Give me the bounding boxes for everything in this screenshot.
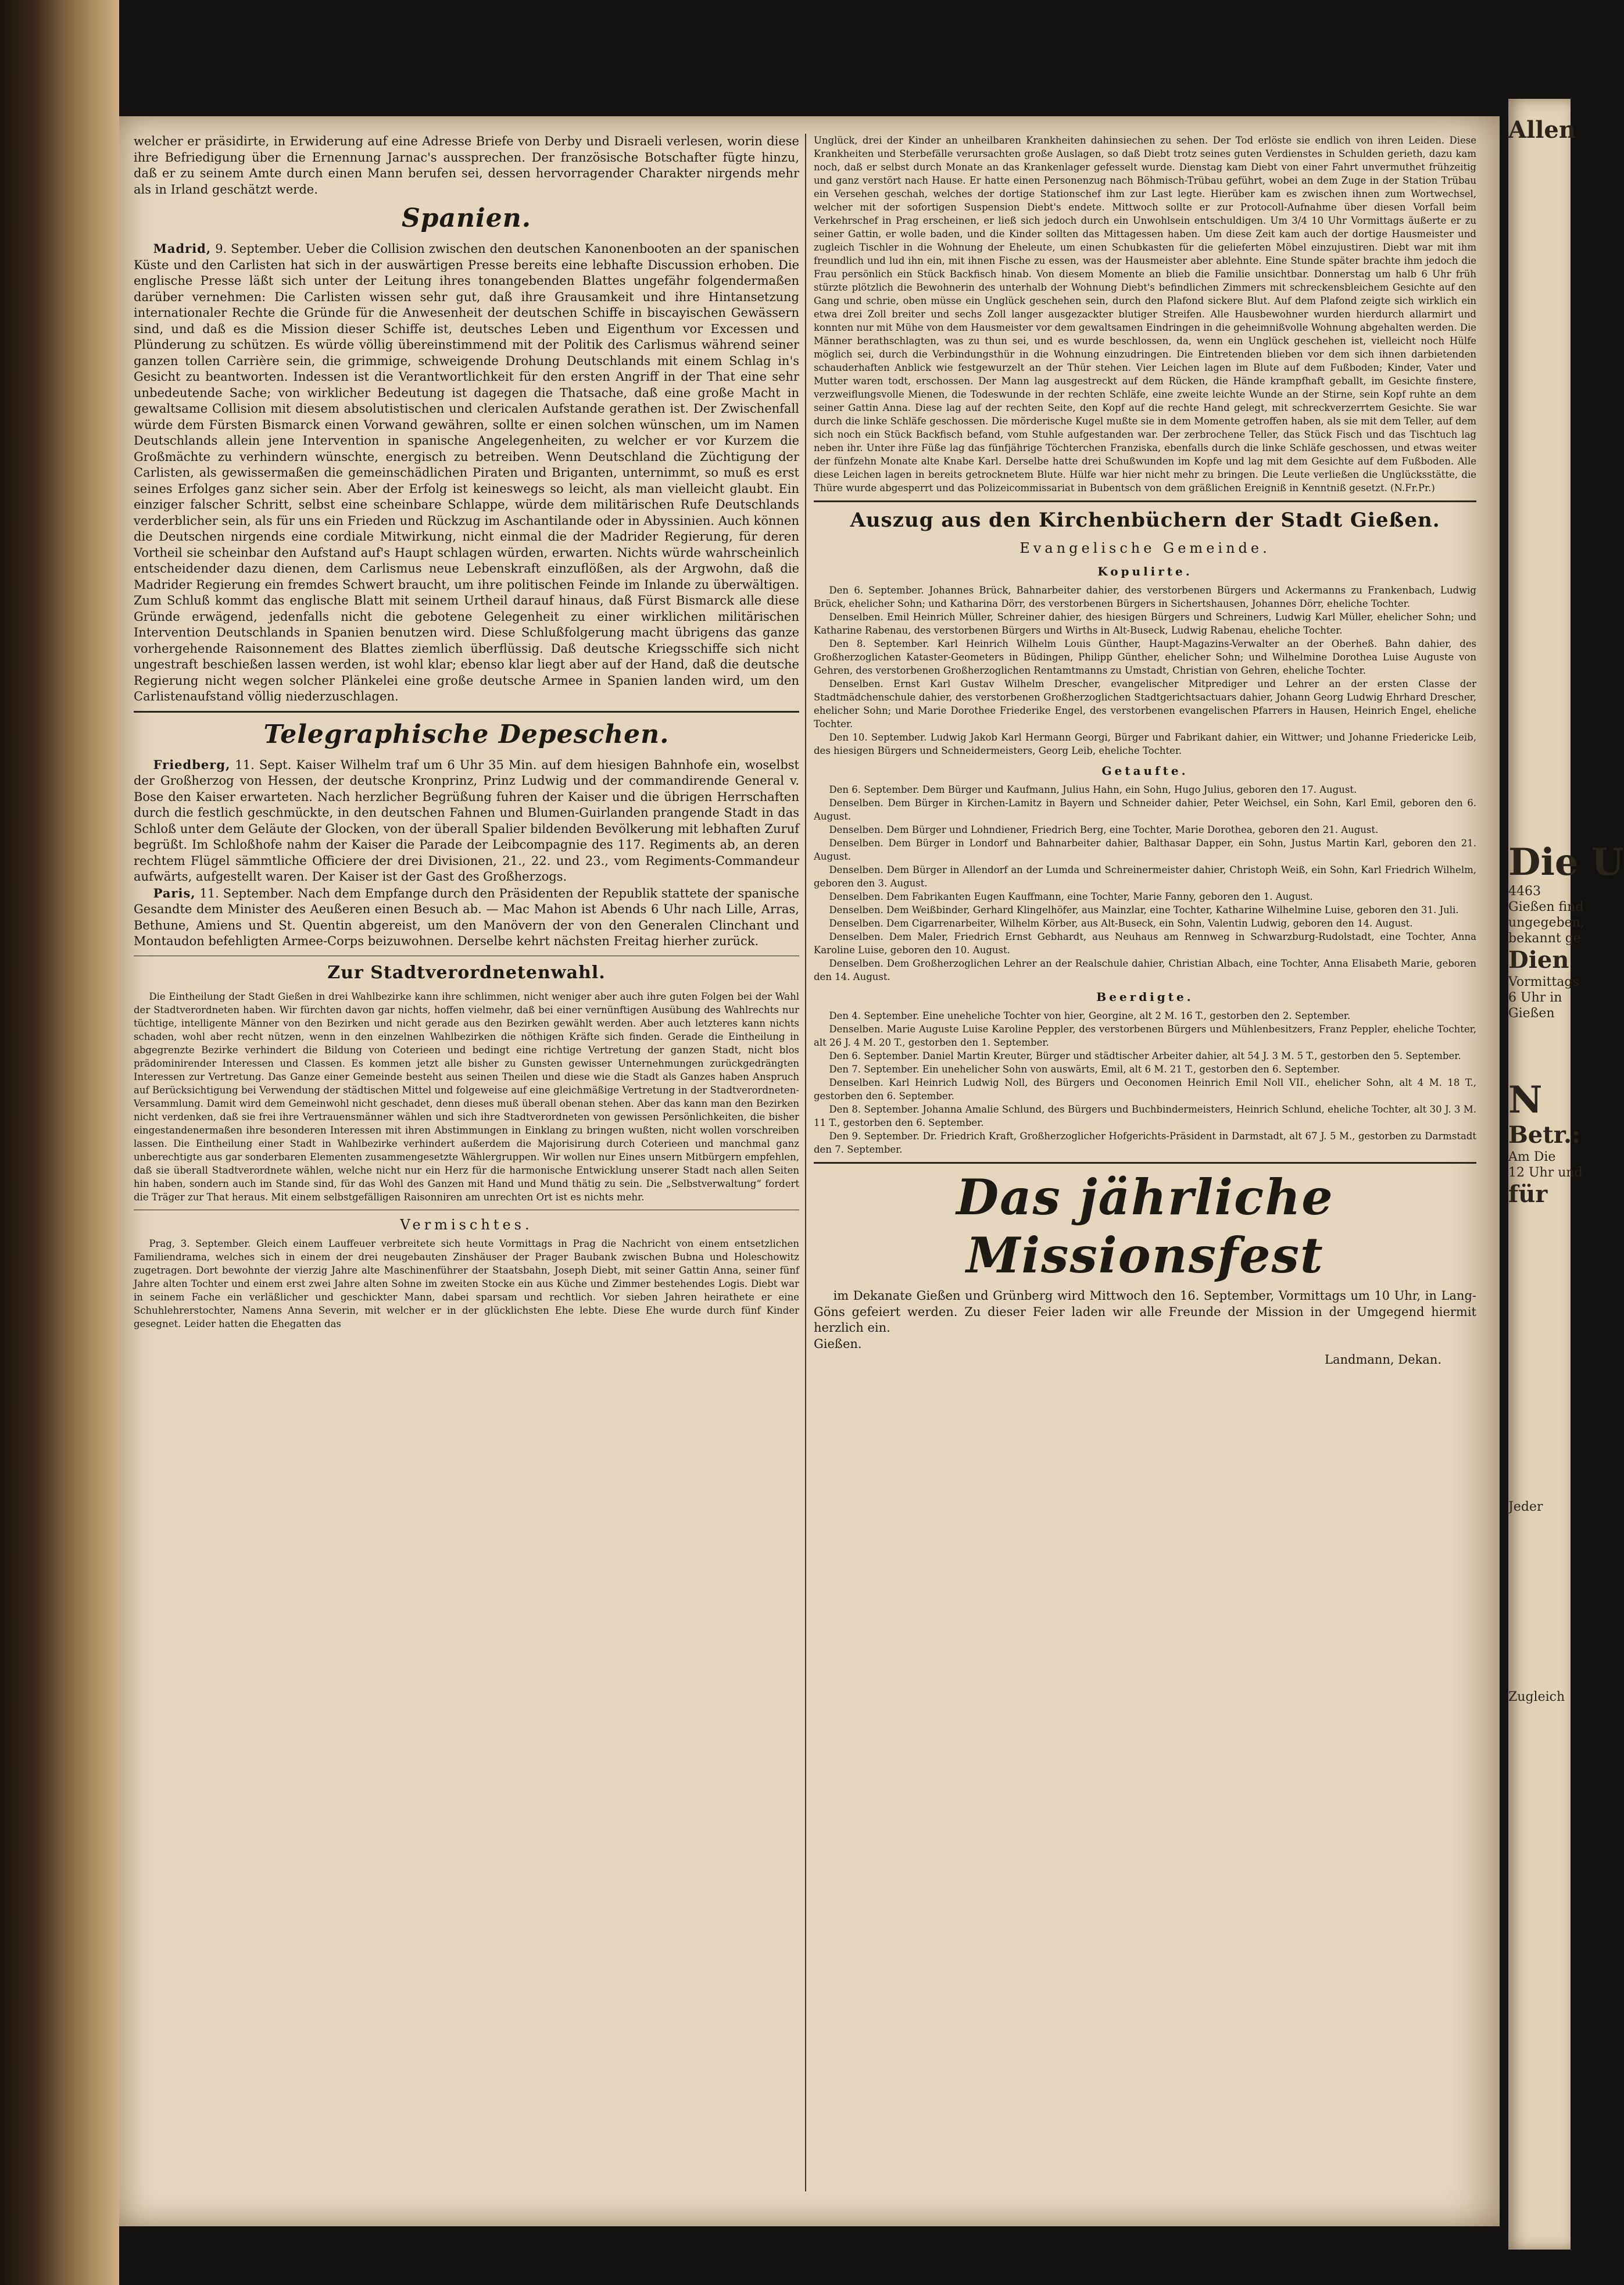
- next-page-fragment: Am Die: [1508, 1150, 1556, 1164]
- next-page-fragment: Zugleich: [1508, 1690, 1565, 1704]
- next-page-fragment: Vormittags: [1508, 975, 1579, 989]
- paris-place: Paris,: [153, 885, 196, 900]
- misc-article: [134, 1237, 799, 1331]
- column-divider: [805, 134, 806, 2191]
- list-item: Denselben. Dem Maler, Friedrich Ernst Gebhardt, aus Neuhaus am Rennweg in Schwarzburg-Rudolstadt, eine Tochter, Anna Karoline Luise, geboren den 10. August.: [814, 931, 1476, 956]
- misc-heading: Vermischtes.: [400, 1216, 533, 1233]
- next-page-fragment: Gießen find: [1508, 900, 1584, 914]
- next-page-fragment: ungegeben,: [1508, 916, 1584, 930]
- next-page-fragment: Betr.:: [1508, 1121, 1580, 1149]
- next-page-fragment: Gießen: [1508, 1006, 1555, 1021]
- next-page-fragment: N: [1508, 1078, 1543, 1122]
- copulirte-heading: Kopulirte.: [1097, 564, 1193, 578]
- next-page-fragment: bekannt ge: [1508, 931, 1581, 946]
- spain-heading: Spanien.: [401, 203, 532, 233]
- next-page-fragment: 4463: [1508, 884, 1541, 899]
- paris-text: 11. September. Nach dem Empfange durch den Präsidenten der Republik stattete der spanische Gesandte dem Minister des Aeußeren einen Besuch ab. — Mac Mahon ist Abends 6 Uhr nach Lille, Arras, Bethune, Amiens und St. Quentin abgereist, um den Manövern der von den Generalen Clinchant und Montaudon befehligten Armee-Corps beizuwohnen. Derselbe kehrt nächsten Freitag hierher zurück.: [134, 886, 799, 948]
- friedberg-article: [134, 757, 799, 885]
- next-page-fragment: 6 Uhr in: [1508, 990, 1562, 1005]
- prag-text: Prag, 3. September. Gleich einem Lauffeuer verbreitete sich heute Vormittags in Prag die Nachricht von einem entsetzlichen Familiendrama, welches sich in einem der drei neugebauten Zinshäuser der Prager Baubank zwischen Bubna und Holeschowitz zugetragen. Dort bewohnte der vierzig Jahre alte Maschinenführer der Staatsbahn, Joseph Diebt, mit seiner Gattin Anna, seiner fünf Jahre alten Tochter und einem erst zwei Jahre alten Sohne im zweiten Stocke ein aus Küche und Zimmer bestehendes Logis. Diebt war in seinem Fache ein verläßlicher und geschickter Mann, dabei sparsam und rechtlich. Vor sieben Jahren heirathete er eine Schuhlehrerstochter, Namens Anna Severin, mit welcher er in der glücklichsten Ehe lebte. Diese Ehe wurde durch fünf Kinder gesegnet. Leider hatten die Ehegatten das: [134, 1238, 799, 1329]
- section-rule: [814, 500, 1476, 502]
- list-item: Den 6. September. Daniel Martin Kreuter, Bürger und städtischer Arbeiter dahier, alt 54 J. 3 M. 5 T., gestorben den 5. September.: [829, 1050, 1461, 1061]
- section-rule: [134, 711, 799, 713]
- spain-place: Madrid,: [153, 241, 212, 256]
- getaufte-heading: Getaufte.: [1101, 764, 1189, 778]
- copulirte-list: [814, 584, 1476, 757]
- list-item: Denselben. Dem Bürger in Allendorf an der Lumda und Schreinermeister dahier, Christoph Weiß, ein Sohn, Karl Friedrich Wilhelm, geboren den 3. August.: [814, 864, 1476, 889]
- next-page-fragment: Jeder: [1508, 1500, 1543, 1514]
- book-page-edges: [0, 0, 119, 2285]
- list-item: Denselben. Dem Bürger und Lohndiener, Friedrich Berg, eine Tochter, Marie Dorothea, geboren den 21. August.: [829, 824, 1379, 835]
- next-page-fragment: Dien: [1508, 946, 1569, 974]
- church-subheading: Evangelische Gemeinde.: [1020, 540, 1271, 556]
- friedberg-text: 11. Sept. Kaiser Wilhelm traf um 6 Uhr 35 Min. auf dem hiesigen Bahnhofe ein, woselbst der Großherzog von Hessen, der deutsche Kronprinz, Prinz Ludwig und der commandirende General v. Bose den Kaiser erwarteten. Nach herzlicher Begrüßung fuhren der Kaiser und die übrigen Herrschaften durch die festlich geschmückte, in den deutschen Fahnen und Blumen-Guirlanden prangende Stadt in das Schloß unter dem Geläute der Glocken, von der überall Spalier bildenden Bevölkerung mit lebhaften Zuruf begrüßt. Im Schloßhofe nahm der Kaiser die Parade der Leibcompagnie des 117. Regiments ab, an deren rechtem Flügel sämmtliche Officiere der drei Divisionen, 21., 22. und 23., vom Regiments-Commandeur aufwärts, aufgestellt waren. Der Kaiser ist der Gast des Großherzogs.: [134, 757, 799, 884]
- next-page-fragment: 12 Uhr und: [1508, 1165, 1583, 1180]
- list-item: Den 8. September. Johanna Amalie Schlund, des Bürgers und Buchbindermeisters, Heinrich Schlund, eheliche Tochter, alt 30 J. 3 M. 11 T., gestorben den 6. September.: [814, 1104, 1476, 1128]
- list-item: Denselben. Ernst Karl Gustav Wilhelm Drescher, evangelischer Mitprediger und Lehrer an der ersten Classe der Stadtmädchenschule dahier, des verstorbenen Großherzoglichen Stadtgerichtsactuars dahier, Johann Georg Ludwig Ehrhard Drescher, ehelicher Sohn; und Marie Dorothee Friederike Engel, des verstorbenen evangelischen Pfarrers in Hausen, Heinrich Engel, eheliche Tochter.: [814, 678, 1476, 730]
- mission-text: im Dekanate Gießen und Grünberg wird Mittwoch den 16. September, Vormittags um 10 Uhr, in Lang-Göns gefeiert werden. Zu dieser Feier laden wir alle Freunde der Mission in der Umgegend hiermit herzlich ein.: [814, 1289, 1476, 1335]
- next-page-fragment: Allen: [1508, 116, 1576, 144]
- list-item: Denselben. Dem Bürger in Londorf und Bahnarbeiter dahier, Balthasar Dapper, ein Sohn, Justus Martin Karl, geboren den 21. August.: [814, 838, 1476, 862]
- newspaper-page: [119, 116, 1500, 2226]
- right-column: [814, 134, 1476, 1368]
- next-page-fragment: Die U: [1508, 841, 1624, 884]
- election-article: [134, 990, 799, 1204]
- list-item: Denselben. Dem Bürger in Kirchen-Lamitz in Bayern und Schneider dahier, Peter Weichsel, ein Sohn, Karl Emil, geboren den 6. August.: [814, 798, 1476, 822]
- list-item: Den 4. September. Eine uneheliche Tochter von hier, Georgine, alt 2 M. 16 T., gestorben den 2. September.: [829, 1010, 1351, 1021]
- list-item: Den 9. September. Dr. Friedrich Kraft, Großherzoglicher Hofgerichts-Präsident in Darmstadt, alt 67 J. 5 M., gestorben zu Darmstadt den 7. September.: [814, 1131, 1476, 1155]
- paris-article: [134, 885, 799, 950]
- list-item: Denselben. Dem Cigarrenarbeiter, Wilhelm Körber, aus Alt-Buseck, ein Sohn, Valentin Ludwig, geboren den 14. August.: [829, 918, 1413, 929]
- section-rule: [814, 1162, 1476, 1164]
- prag-continued-article: [814, 134, 1476, 495]
- spain-article: [134, 241, 799, 705]
- list-item: Denselben. Dem Großherzoglichen Lehrer an der Realschule dahier, Christian Albach, eine Tochter, Anna Elisabeth Marie, geboren den 14. August.: [814, 958, 1476, 982]
- list-item: Den 10. September. Ludwig Jakob Karl Hermann Georgi, Bürger und Fabrikant dahier, ein Wittwer; und Johanne Friedericke Leib, des hiesigen Bürgers und Schneidermeisters, Georg Leib, eheliche Tochter.: [814, 732, 1476, 756]
- election-heading: Zur Stadtverordnetenwahl.: [327, 962, 606, 983]
- friedberg-place: Friedberg,: [153, 757, 231, 772]
- spain-text: 9. September. Ueber die Collision zwischen den deutschen Kanonenbooten an der spanischen Küste und den Carlisten hat sich in der auswärtigen Presse bereits eine lebhafte Discussion erhoben. Die englische Presse läßt sich unter der Leitung ihres tonangebenden Blattes ungefähr folgendermaßen darüber vernehmen: Die Carlisten wissen sehr gut, daß ihre Grausamkeit und ihre Hintansetzung internationaler Rechte die Gründe für die Anwesenheit der deutschen Schiffe in biscayischen Gewässern sind, und daß es die Mission dieser Schiffe ist, deutsches Leben und Eigenthum vor Excessen und Plünderung zu schützen. Es würde völlig übereinstimmend mit der Politik des Carlismus während seiner ganzen tollen Carrière sein, die grimmige, schweigende Drohung Deutschlands mit einem Schlag in's Gesicht zu beantworten. Indessen ist die Verantwortlichkeit für den ersten Angriff in der That eine sehr unbedeutende Sache; von wirklicher Bedeutung ist dagegen die Thatsache, daß eine große Macht in gewaltsame Collision mit diesem absolutistischen und clericalen Aufstande gerathen ist. Der Zwischenfall würde dem Fürsten Bismarck einen Vorwand gewähren, sollte er einen solchen wünschen, um im Namen Deutschlands allein jene Intervention in spanische Angelegenheiten, zu welcher er vor Kurzem die Großmächte zu verhindern wünschte, energisch zu betreiben. Wenn Deutschland die Züchtigung der Carlisten, als gewissermaßen die gemeinschädlichen Piraten und Briganten, unternimmt, so muß es erst seines Erfolges ganz sicher sein. Aber der Erfolg ist keineswegs so leicht, als man vielleicht glaubt. Ein einziger falscher Schritt, selbst eine scheinbare Schlappe, würde dem militärischen Rufe Deutschlands verderblicher sein, als für uns ein Frieden und Rückzug im Aschantilande oder in Abyssinien. Auch können die Deutschen nirgends eine cordiale Mitwirkung, nicht einmal die der Madrider Regierung, für deren Vortheil sie scheinbar den Aufstand auf's Haupt schlagen würden, erwarten. Nichts würde wahrscheinlich entscheidender dazu dienen, dem Carlismus neue Lebenskraft einzuflößen, als der Argwohn, daß die Madrider Regierung ein fremdes Schwert braucht, um ihre politischen Feinde im Inlande zu überwältigen. Zum Schluß kommt das englische Blatt mit seinem Urtheil darauf hinaus, daß Fürst Bismarck alle diese Gründe erwägend, jedenfalls nicht die gebotene Gelegenheit zu einer wirklichen militärischen Intervention Deutschlands in Spanien benutzen wird. Diese Schlußfolgerung macht übrigens das ganze vorhergehende Raisonnement des Blattes ziemlich überflüssig. Daß deutsche Kriegsschiffe sich nicht ungestraft beschießen lassen werden, ist wohl klar; ebenso klar liegt aber auf der Hand, daß die deutsche Regierung nicht wegen solcher Plänkelei eine große deutsche Armee in Spanien landen wird, um den Carlistenaufstand völlig niederzuschlagen.: [134, 242, 799, 703]
- beerdigte-heading: Beerdigte.: [1096, 990, 1194, 1004]
- telegraph-heading: Telegraphische Depeschen.: [263, 719, 670, 749]
- getaufte-list: [814, 783, 1476, 984]
- next-page-fragment: für: [1508, 1181, 1548, 1208]
- election-text: Die Eintheilung der Stadt Gießen in drei Wahlbezirke kann ihre schlimmen, nicht weniger aber auch ihre guten Folgen bei der Wahl der Stadtverordneten haben. Wir fürchten davon gar nichts, hoffen vielmehr, daß bei einer vernünftigen Ausübung des Wahlrechts nur tüchtige, intelligente Männer von den Bezirken und nicht gerade aus den Bezirken gewählt werden. Aber auch letzteres kann nichts schaden, wohl aber recht nützen, wenn in den einzelnen Wahlbezirken die nöthigen Kräfte sich finden. Gerade die Eintheilung in abgegrenzte Bezirke verhindert die Bildung von Coterieen und bedingt eine richtige Vertretung der ganzen Stadt, nicht blos prädominirender Interessen und Classen. Es kommen jetzt alle bisher zu Gunsten gewisser Unternehmungen zurückgedrängten Interessen zur Vertretung. Das Ganze einer Gemeinde besteht aus seinen Theilen und diese wie die Stadt als Ganzes haben Anspruch auf Berücksichtigung bei Verwendung der städtischen Mittel und folgeweise auf eine gleichmäßige Vertretung in der Stadtverordneten-Versammlung. Damit wird dem Gemeinwohl nicht geschadet, denn dieses muß überall obenan stehen. Aber das kann man den Bezirken nicht verdenken, daß sie frei ihre Vertrauensmänner wählen und sich ihre Stadtverordneten von gewissen Persönlichkeiten, die bisher eingestandenermaßen ihre besonderen Interessen mit ihren Abstimmungen in Einklang zu bringen wußten, nicht wollen vorschreiben lassen. Die Eintheilung einer Stadt in Wahlbezirke verhindert außerdem die Majorisirung durch Coterieen und manchmal ganz unberechtigte aus gar sonderbaren Elementen zusammengesetzte Wählergruppen. Wir wollen nur Eines unsern Mitbürgern empfehlen, daß sie überall Stadtverordnete wählen, welche nicht nur ein Herz für die harmonische Entwicklung unserer Stadt nach allen Seiten hin haben, sondern auch im Stande sind, für das Wohl des Ganzen mit Hand und Mund thätig zu sein. Die „Selbstverwaltung“ fordert die Träger zur That heraus. Mit einem selbstgefälligen Raisonniren am unrechten Ort ist es nichts mehr.: [134, 990, 799, 1203]
- mission-heading: Das jährliche Missionsfest: [956, 1168, 1334, 1284]
- list-item: Denselben. Dem Fabrikanten Eugen Kauffmann, eine Tochter, Marie Fanny, geboren den 1. August.: [829, 891, 1313, 902]
- list-item: Denselben. Marie Auguste Luise Karoline Peppler, des verstorbenen Bürgers und Mühlenbesitzers, Franz Peppler, eheliche Tochter, alt 26 J. 4 M. 20 T., gestorben den 1. September.: [814, 1024, 1476, 1048]
- list-item: Denselben. Karl Heinrich Ludwig Noll, des Bürgers und Oeconomen Heinrich Emil Noll VII., ehelicher Sohn, alt 4 M. 18 T., gestorben den 6. September.: [814, 1077, 1476, 1102]
- list-item: Denselben. Emil Heinrich Müller, Schreiner dahier, des hiesigen Bürgers und Schreiners, Ludwig Karl Müller, ehelicher Sohn; und Katharine Rabenau, des verstorbenen Bürgers und Wirths in Alt-Buseck, Ludwig Rabenau, eheliche Tochter.: [814, 612, 1476, 636]
- church-heading: Auszug aus den Kirchenbüchern der Stadt Gießen.: [850, 509, 1440, 532]
- prag-continued-text: Unglück, drei der Kinder an unheilbaren Krankheiten dahinsiechen zu sehen. Der Tod erlöste sie endlich von ihren Leiden. Diese Krankheiten und Sterbefälle verursachten große Auslagen, so daß Diebt trotz seines guten Verdienstes in Schulden gerieth, dazu kam noch, daß er selbst durch Monate an das Krankenlager gefesselt wurde. Dienstag kam Diebt von einer Fahrt unvermuthet frühzeitig und ganz verstört nach Hause. Er hatte einen Personenzug nach Böhmisch-Trübau geführt, wobei an dem Zuge in der Station Trübau ein Versehen geschah, welches der dortige Stationschef ihm zur Last legte. Hierüber kam es zwischen ihnen zum Wortwechsel, welcher mit der sofortigen Suspension Diebt's endete. Mittwoch sollte er zur Protocoll-Aufnahme über diesen Vorfall beim Verkehrschef in Prag erscheinen, er ließ sich jedoch durch ein Unwohlsein entschuldigen. Um 3/4 10 Uhr Vormittags äußerte er zu seiner Gattin, er wolle baden, und die Kinder sollten das Mittagessen haben. Um diese Zeit kam auch der dortige Hausmeister und zugleich Tischler in die Wohnung der Eheleute, um einen Schubkasten für die gelieferten Möbel einzujustiren. Diebt war mit ihm freundlich und lud ihn ein, mit ihnen Fische zu essen, was der Hausmeister aber ablehnte. Eine Stunde später brachte ihm jedoch die Frau persönlich ein Stück Backfisch hinab. Von diesem Momente an blieb die Familie unsichtbar. Donnerstag um halb 6 Uhr früh stürzte plötzlich die Bewohnerin des unterhalb der Wohnung Diebt's befindlichen Zimmers mit schreckensbleichem Gesichte auf den Gang und schrie, oben müsse ein Unglück geschehen sein, durch den Plafond sickere Blut. Auf dem Plafond zeigte sich wirklich ein etwa drei Zoll breiter und sechs Zoll langer ausgezackter blutiger Streifen. Alle Hausbewohner wurden hierdurch allarmirt und konnten nur mit Mühe von dem Hausmeister vor dem gewaltsamen Eindringen in die geheimnißvolle Wohnung abgehalten werden. Die Männer berathschlagten, was zu thun sei, und es wurde beschlossen, da, wenn ein Unglück geschehen ist, vielleicht noch Hülfe möglich sei, durch die Verbindungsthür in die Wohnung einzudringen. Die Eintretenden blieben vor dem sich ihnen darbietenden schauderhaften Anblick wie festgewurzelt an der Thür stehen. Vier Leichen lagen im Blute auf dem Fußboden; Kinder, Vater und Mutter waren todt, erschossen. Der Mann lag ausgestreckt auf dem Rücken, die Hände krampfhaft geballt, im Gesichte finstere, verzweiflungsvolle Mienen, die Todeswunde in der rechten Schläfe, eine zweite leichte Wunde an der Stirne, sein Kopf ruhte an dem seiner Gattin Anna. Diese lag auf der rechten Seite, den Kopf auf die rechte Hand gelegt, mit schreckverzerrtem Gesichte. Sie war durch die linke Schläfe geschossen. Die mörderische Kugel mußte sie in dem Momente getroffen haben, als sie mit dem Teller, auf dem sich noch ein Stück Backfisch befand, vom Stuhle aufgestanden war. Der zerbrochene Teller, das Stück Fisch und das Tischtuch lag neben ihr. Unter ihre Füße lag das fünfjährige Töchterchen Franziska, ebenfalls durch die linke Schläfe geschossen, und etwas weiter der fünfzehn Monate alte Knabe Karl. Derselbe hatte drei Schußwunden im Kopfe und lag mit dem Gesichte auf dem Fußboden. Alle diese Leichen lagen in bereits getrocknetem Blute. Hülfe war hier nicht mehr zu bringen. Die Leute verließen die Unglücksstätte, die Thüre wurde abgesperrt und das Polizeicommissariat in Bubentsch von dem gräßlichen Ereigniß in Kenntniß gesetzt. (N.Fr.Pr.): [814, 135, 1476, 494]
- opening-paragraph: welcher er präsidirte, in Erwiderung auf eine Adresse Briefe von Derby und Disraeli verlesen, worin diese ihre Befriedigung über die Ernennung Jarnac's aussprechen. Der französische Botschafter fügte hinzu, daß er zu seinem Amte durch einen Mann berufen sei, dessen hervorragender Charakter nirgends mehr als in Irland geschätzt werde.: [134, 134, 799, 196]
- beerdigte-list: [814, 1009, 1476, 1156]
- list-item: Den 8. September. Karl Heinrich Wilhelm Louis Günther, Haupt-Magazins-Verwalter an der Oberheß. Bahn dahier, des Großherzoglichen Kataster-Geometers in Büdingen, Philipp Günther, ehelicher Sohn; und Wilhelmine Dorothea Luise Auguste von Gehren, des verstorbenen Großherzoglichen Rentamtmanns zu Umstadt, Christian von Gehren, eheliche Tochter.: [814, 638, 1476, 676]
- list-item: Den 6. September. Johannes Brück, Bahnarbeiter dahier, des verstorbenen Bürgers und Ackermanns zu Frankenbach, Ludwig Brück, ehelicher Sohn; und Katharina Dörr, des verstorbenen Bürgers in Sichertshausen, Johannes Dörr, eheliche Tochter.: [814, 585, 1476, 609]
- mission-place: Gießen.: [814, 1336, 862, 1351]
- mission-signature: Landmann, Dekan.: [1325, 1353, 1441, 1367]
- mission-footer: [814, 1336, 1476, 1353]
- list-item: Den 6. September. Dem Bürger und Kaufmann, Julius Hahn, ein Sohn, Hugo Julius, geboren den 17. August.: [829, 784, 1357, 795]
- next-page-edge: [1508, 99, 1624, 2250]
- list-item: Den 7. September. Ein unehelicher Sohn von auswärts, Emil, alt 6 M. 21 T., gestorben den 6. September.: [829, 1064, 1340, 1075]
- list-item: Denselben. Dem Weißbinder, Gerhard Klingelhöfer, aus Mainzlar, eine Tochter, Katharine Wilhelmine Luise, geboren den 31. Juli.: [829, 904, 1459, 916]
- left-column: [134, 134, 799, 1331]
